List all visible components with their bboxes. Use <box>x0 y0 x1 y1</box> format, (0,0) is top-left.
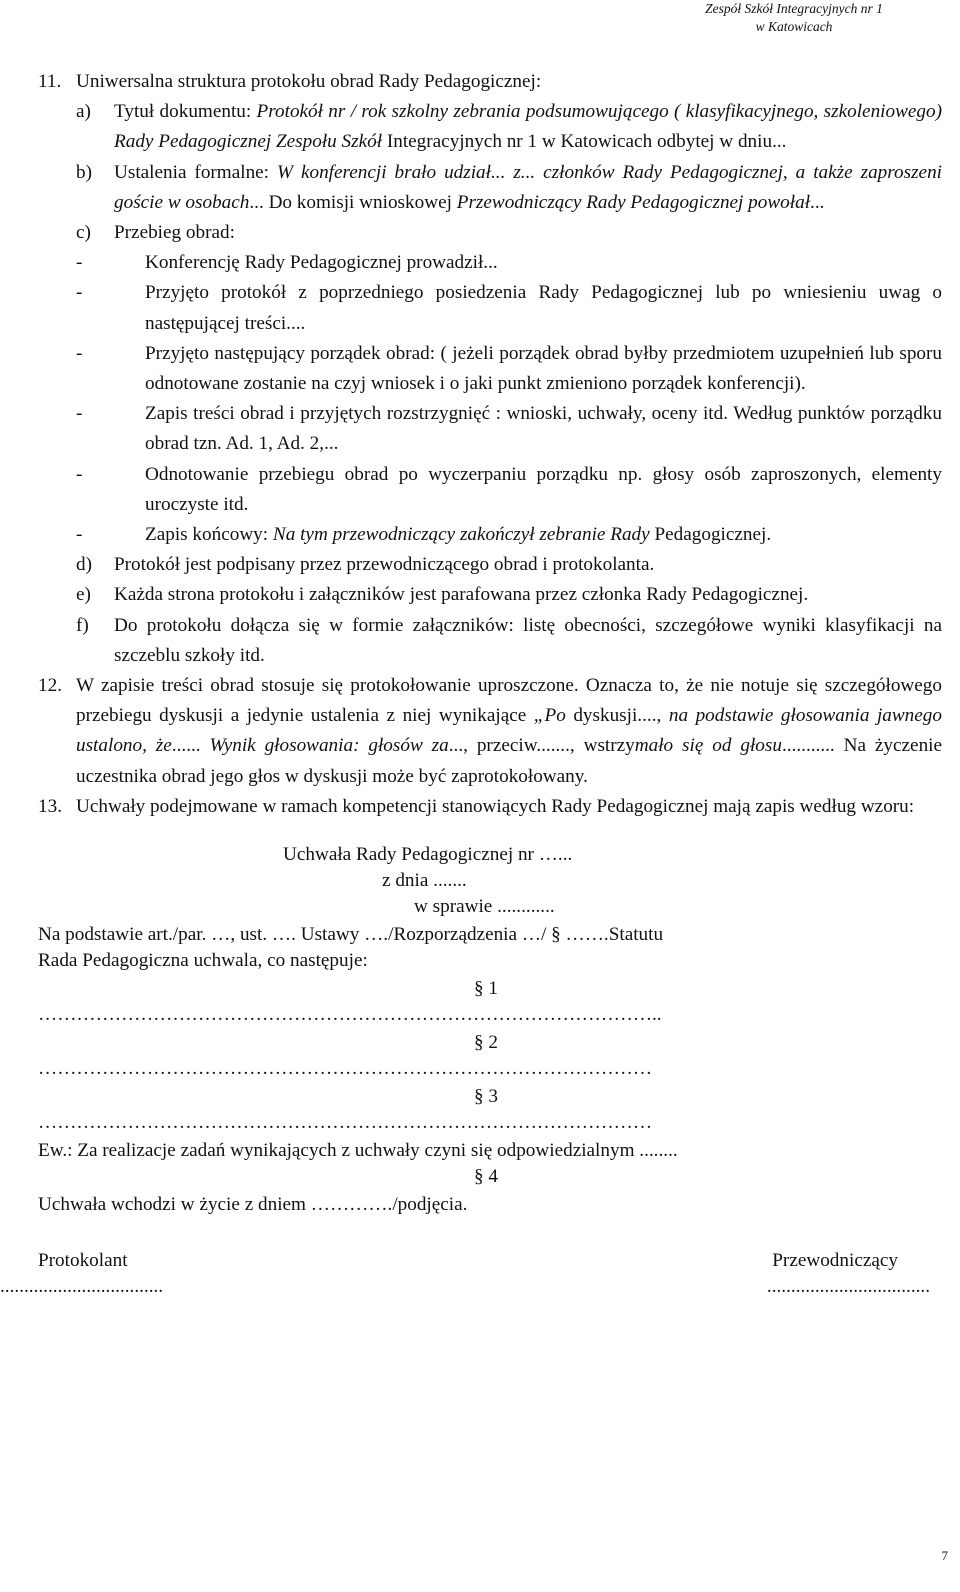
item-b-label: b) <box>76 161 92 183</box>
item-c-label: c) <box>76 222 91 244</box>
resolution-legal-basis: Na podstawie art./par. …, ust. …. Ustawy …./Rozporządzenia …/ § …….Statutu <box>38 924 664 946</box>
dash-marker: - <box>76 403 83 425</box>
dash-marker: - <box>76 282 83 304</box>
list-item-text: Przyjęto protokół z poprzedniego posiedzenia Rady Pedagogicznej lub po wniesieniu uwag o następującej treści.... <box>145 282 942 334</box>
section-12-italic: „Po <box>533 705 566 727</box>
paragraph-1-dots: …………………………………………………………………………………….. <box>38 1004 662 1026</box>
item-d-text: Protokół jest podpisany przez przewodniczącego obrad i protokolanta. <box>114 554 655 576</box>
item-a <box>38 97 942 157</box>
item-b-text-end: ... <box>810 191 825 213</box>
list-item <box>38 278 942 338</box>
resolution-council: Rada Pedagogiczna uchwala, co następuje: <box>38 950 368 972</box>
item-a-text: Tytuł dokumentu: <box>114 101 257 123</box>
list-item <box>38 460 942 520</box>
section-11-number: 11. <box>38 71 62 92</box>
item-d-label: d) <box>76 554 92 576</box>
section-12-text-6: ......., wstrzy <box>536 735 635 757</box>
signatures <box>0 1246 942 1306</box>
list-item-text-end: Pedagogicznej. <box>649 524 772 546</box>
paragraph-1-heading: § 1 <box>474 978 498 1000</box>
section-12-italic-2: na podstawie głosowania jawnego ustalono, że <box>76 705 942 757</box>
item-b-italic-2: Przewodniczący Rady Pedagogicznej powołał <box>456 191 811 213</box>
item-f <box>38 611 942 671</box>
section-13-number: 13. <box>38 795 62 817</box>
signature-left-label: Protokolant <box>38 1250 128 1272</box>
list-item-italic: Na tym przewodniczący zakończył zebranie Rady <box>272 524 650 546</box>
item-b-italic: W konferencji brało udział... z... członków Rady Pedagogicznej, a także zaproszeni goście w osobach <box>114 161 943 213</box>
resolution-template <box>38 840 942 1250</box>
list-item <box>38 399 942 459</box>
dash-marker: - <box>76 252 83 274</box>
list-item-text: Konferencję Rady Pedagogicznej prowadził... <box>145 252 498 274</box>
section-12-text-4: ...... <box>171 735 210 757</box>
item-d <box>38 550 942 580</box>
section-12 <box>38 671 942 792</box>
section-12-text: W zapisie treści obrad stosuje się protokołowanie uproszczone. Oznacza to, że nie notuje się szczegółowego przebiegu dyskusji a jedynie ustalenia z niej wynikające <box>76 675 942 727</box>
resolution-effective-date: Uchwała wchodzi w życie z dniem …………./podjęcia. <box>38 1194 468 1216</box>
resolution-subject: w sprawie ............ <box>414 896 555 918</box>
section-11 <box>38 67 942 97</box>
item-c-title: Przebieg obrad: <box>114 222 235 244</box>
list-item <box>38 248 942 278</box>
section-12-italic-4: mało się od głosu <box>634 735 782 757</box>
dash-marker: - <box>76 463 83 485</box>
list-item <box>38 520 942 550</box>
item-b <box>38 158 942 218</box>
section-12-text-7: ........... Na życzenie uczestnika obrad jego głos w dyskusji może być zaprotokołowany. <box>76 735 943 787</box>
resolution-responsible: Ew.: Za realizacje zadań wynikających z uchwały czyni się odpowiedzialnym ........ <box>38 1140 678 1162</box>
header-school-name: Zespół Szkół Integracyjnych nr 1 <box>705 1 883 16</box>
page-header <box>664 0 924 36</box>
paragraph-2-heading: § 2 <box>474 1032 498 1054</box>
resolution-title: Uchwała Rady Pedagogicznej nr …... <box>283 844 573 866</box>
page-number: 7 <box>941 1548 948 1563</box>
item-f-text: Do protokołu dołącza się w formie załączników: listę obecności, szczegółowe wyniki klasyfikacji na szczeblu szkoły itd. <box>114 614 942 666</box>
list-item-text: Zapis treści obrad i przyjętych rozstrzygnięć : wnioski, uchwały, oceny itd. Według punktów porządku obrad tzn. Ad. 1, Ad. 2,... <box>145 403 942 455</box>
dash-marker: - <box>76 342 83 364</box>
item-a-label: a) <box>76 101 91 123</box>
item-b-text: Ustalenia formalne: <box>114 161 277 183</box>
paragraph-4-heading: § 4 <box>474 1166 498 1188</box>
dash-marker: - <box>76 524 83 546</box>
list-item-text: Zapis końcowy: <box>145 524 273 546</box>
signature-left-line: .................................. <box>0 1276 164 1298</box>
section-13-text: Uchwały podejmowane w ramach kompetencji stanowiących Rady Pedagogicznej mają zapis według wzoru: <box>76 795 915 817</box>
list-item-text: Przyjęto następujący porządek obrad: ( jeżeli porządek obrad byłby przedmiotem uzupełnień lub sporu odnotowane zostanie na czyj wniosek i o jaki punkt zmieniono porządek konferencji). <box>145 342 942 395</box>
document-body <box>0 67 943 1306</box>
header-city: w Katowicach <box>755 19 833 34</box>
paragraph-3-dots: …………………………………………………………………………………… <box>38 1112 652 1134</box>
paragraph-3-heading: § 3 <box>474 1086 498 1108</box>
resolution-date: z dnia ....... <box>382 870 467 892</box>
item-a-text-end: Integracyjnych nr 1 w Katowicach odbytej w dniu... <box>382 131 787 153</box>
item-e-label: e) <box>76 584 91 606</box>
item-c <box>38 218 942 248</box>
section-13 <box>38 792 942 822</box>
section-12-text-5: ..., przeciw <box>448 735 537 757</box>
list-item <box>38 339 942 399</box>
section-12-italic-3: Wynik głosowania: głosów za <box>209 735 449 757</box>
signature-right-line: .................................. <box>766 1276 930 1298</box>
section-12-text-3: ., <box>651 705 669 727</box>
item-e <box>38 580 942 610</box>
paragraph-2-dots: …………………………………………………………………………………… <box>38 1058 652 1080</box>
section-12-text-2: dyskusji... <box>565 705 652 727</box>
signature-right-label: Przewodniczący <box>772 1250 898 1272</box>
section-11-title: Uniwersalna struktura protokołu obrad Rady Pedagogicznej: <box>76 71 542 92</box>
item-b-text-mid: ... Do komisji wnioskowej <box>249 191 457 213</box>
item-f-label: f) <box>76 614 89 636</box>
item-a-italic: Protokół nr / rok szkolny zebrania podsumowującego ( klasyfikacyjnego, szkoleniowego) Rady Pedagogicznej Zespołu Szkół <box>114 101 942 153</box>
section-12-number: 12. <box>38 675 62 697</box>
item-e-text: Każda strona protokołu i załączników jest parafowana przez członka Rady Pedagogicznej. <box>114 584 809 606</box>
list-item-text: Odnotowanie przebiegu obrad po wyczerpaniu porządku np. głosy osób zaproszonych, elementy uroczyste itd. <box>145 463 942 515</box>
